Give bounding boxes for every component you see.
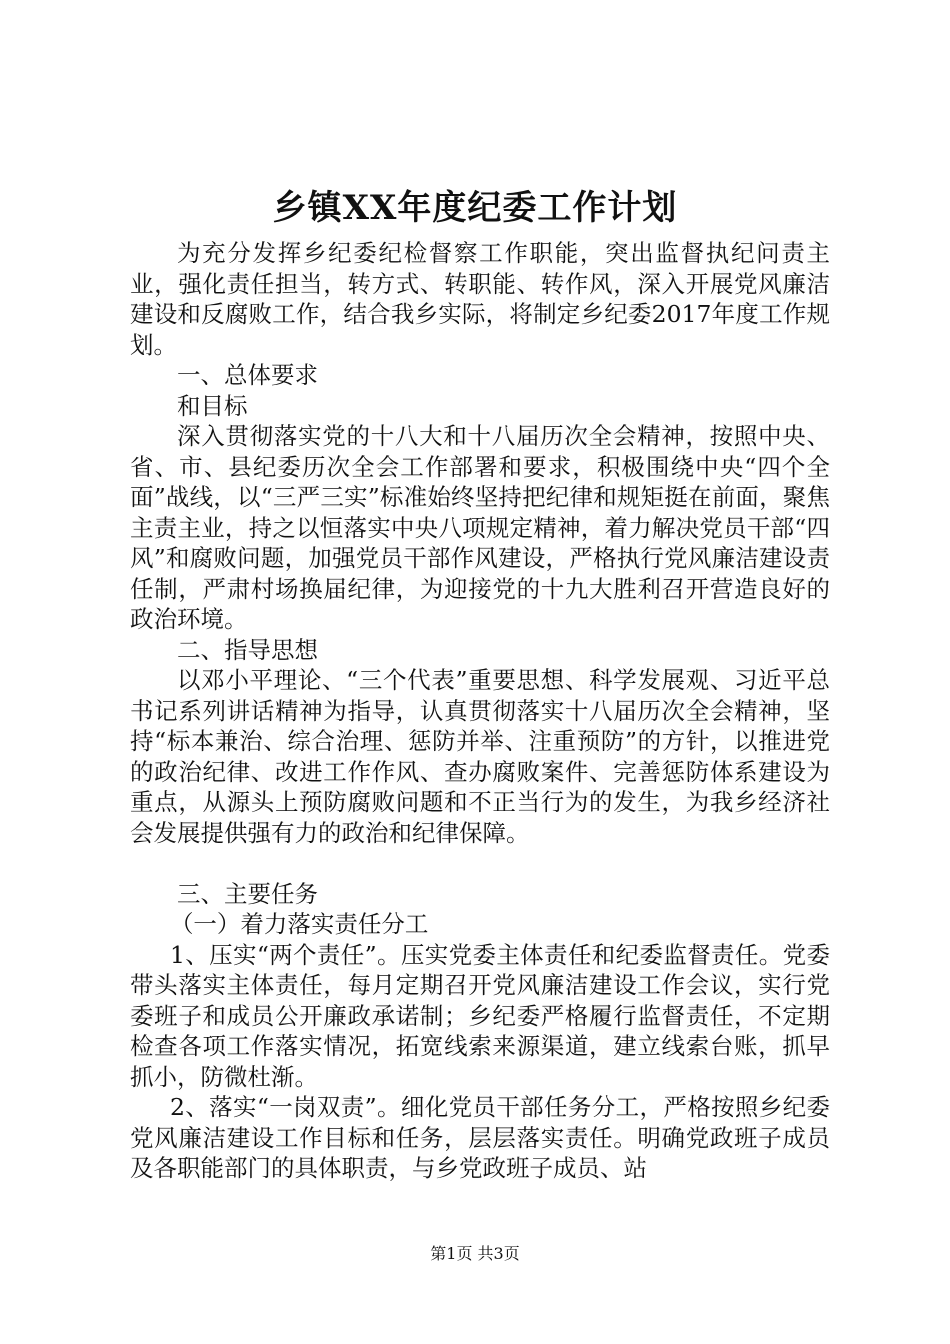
- task-item-2: 2、落实“一岗双责”。细化党员干部任务分工，严格按照乡纪委党风廉洁建设工作目标和任务，层层落实责任。明确党政班子成员及各职能部门的具体职责，与乡党政班子成员、站: [130, 1093, 830, 1182]
- paragraph-gap: [130, 848, 830, 879]
- section-heading-continuation: 和目标: [177, 391, 248, 420]
- document-title: 乡镇XX年度纪委工作计划: [272, 188, 678, 228]
- page-footer: 第1页 共3页: [430, 1244, 520, 1263]
- guiding-ideology-paragraph: 以邓小平理论、“三个代表”重要思想、科学发展观、习近平总书记系列讲话精神为指导，认真贯彻落实十八届历次全会精神，坚持“标本兼治、综合治理、惩防并举、注重预防”的方针，以推进党的政治纪律、改进工作作风、查办腐败案件、完善惩防体系建设为重点，从源头上预防腐败问题和不正当行为的发生，为我乡经济社会发展提供强有力的政治和纪律保障。: [130, 666, 830, 847]
- general-requirements-paragraph: 深入贯彻落实党的十八大和十八届历次全会精神，按照中央、省、市、县纪委历次全会工作部署和要求，积极围绕中央“四个全面”战线，以“三严三实”标准始终坚持把纪律和规矩挺在前面，聚焦主责主业，持之以恒落实中央八项规定精神，着力解决党员干部“四风”和腐败问题，加强党员干部作风建设，严格执行党风廉洁建设责任制，严肃村场换届纪律，为迎接党的十九大胜利召开营造良好的政治环境。: [130, 422, 830, 633]
- subsection-heading-responsibility: （一）着力落实责任分工: [169, 910, 429, 938]
- document-body: [130, 238, 830, 1184]
- section-heading-main-tasks: 三、主要任务: [177, 879, 318, 908]
- section-heading-general-requirements: 一、总体要求: [177, 361, 318, 389]
- section-heading-guiding-ideology: 二、指导思想: [177, 635, 318, 664]
- task-item-1: 1、压实“两个责任”。压实党委主体责任和纪委监督责任。党委带头落实主体责任，每月定期召开党风廉洁建设工作会议，实行党委班子和成员公开廉政承诺制；乡纪委严格履行监督责任，不定期检查各项工作落实情况，拓宽线索来源渠道，建立线索台账，抓早抓小，防微杜渐。: [130, 940, 830, 1091]
- intro-paragraph: 为充分发挥乡纪委纪检督察工作职能，突出监督执纪问责主业，强化责任担当，转方式、转职能、转作风，深入开展党风廉洁建设和反腐败工作，结合我乡实际，将制定乡纪委2017年度工作规划。: [130, 239, 830, 359]
